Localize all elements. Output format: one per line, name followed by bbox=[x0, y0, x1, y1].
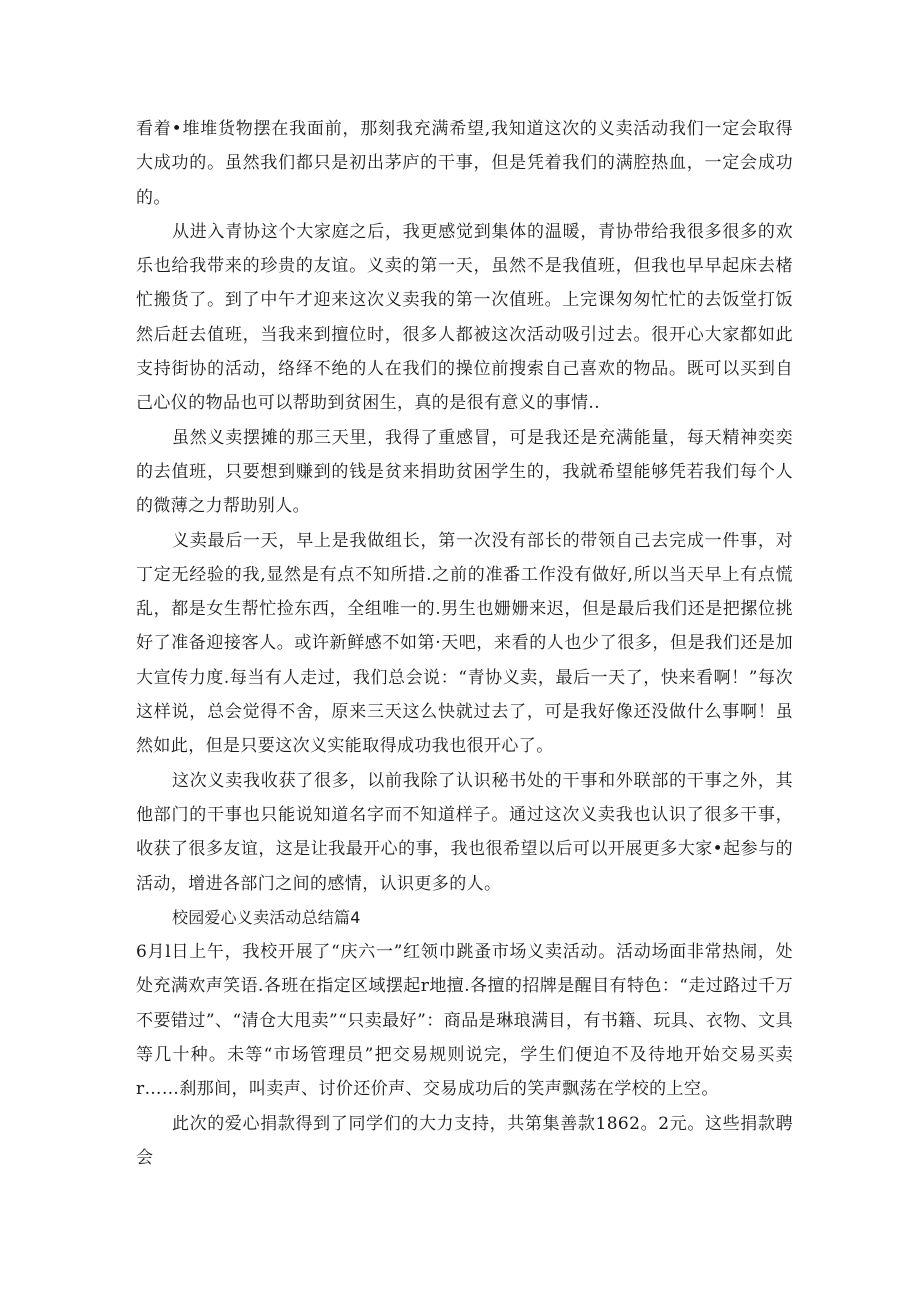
paragraph-continuation: 看着•堆堆货物摆在我面前，那刻我充满希望,我知道这次的义卖活动我们一定会取得大成功的。虽然我们都只是初出茅庐的干事，但是凭着我们的满腔热血，一定会成功的。 bbox=[136, 119, 793, 208]
paragraph-donation: 此次的爱心捐款得到了同学们的大力支持，共第集善款1862。2元。这些捐款聘会 bbox=[136, 1113, 793, 1168]
paragraph-flea-market: 6月l日上午，我校开展了“庆六一”红领巾跳蚤市场义卖活动。活动场面非常热闹，处处充满欢声笑语.各班在指定区域摆起r地擅.各擅的招牌是醒目有特色：“走过路过千万不要错过”、“清仓大甩卖”“只卖最好”：商品是琳琅满目，有书籍、玩具、衣物、文具等几十种。未等“市场管理员”把交易规则说完，学生们便迫不及待地开始交易买卖r……刹那间，叫卖声、讨价还价声、交易成功后的笑声飘荡在学校的上空。 bbox=[136, 942, 793, 1100]
paragraph-cold-days: 虽然义卖摆摊的那三天里，我得了重感冒，可是我还是充满能量，每天精神奕奕的去值班，只要想到赚到的钱是贫来捐助贫困学生的，我就希望能够凭若我们每个人的微薄之力帮助别人。 bbox=[136, 427, 793, 517]
section-heading: 校园爱心义卖活动总结篇4 bbox=[172, 907, 361, 927]
paragraph-youth-association: 从进入青协这个大家庭之后，我更感觉到集体的温暖，青协带给我很多很多的欢乐也给我带来的珍贵的友谊。义卖的第一天，虽然不是我值班，但我也早早起床去楮忙搬货了。到了中午才迎来这次义卖我的第一次值班。上完课匆匆忙忙的去饭堂打饭然后赶去值班，当我来到擅位时，很多人都被这次活动吸引过去。很开心大家都如此支持街协的活动，络绎不绝的人在我们的操位前搜索自己喜欢的物品。既可以买到自己心仪的物品也可以帮助到贫困生，真的是很有意义的事情.. bbox=[136, 221, 793, 414]
document-body bbox=[136, 112, 793, 1175]
paragraph-last-day: 义卖最后一天，早上是我做组长，第一次没有部长的带领自己去完成一件事，对丁定无经验的我,显然是有点不知所措.之前的准番工作没有做好,所以当天早上有点慌乱，都是女生帮忙捡东西，全组唯一的.男生也姗姗来迟，但是最后我们还是把摞位挑好了准备迎接客人。或许新鲜感不如第·天吧，来看的人也少了很多，但是我们还是加大宣传力度.每当有人走过，我们总会说：“青协义卖，最后一天了，快来看啊！”每次这样说，总会觉得不舍，原来三天这么快就过去了，可是我好像还没做什么事啊！虽然如此，但是只要这次义实能取得成功我也很开心了。 bbox=[136, 530, 793, 757]
paragraph-harvest: 这次义卖我收获了很多，以前我除了认识秘书处的干事和外联部的干事之外，其他部门的干事也只能说知道名字而不知道样子。通过这次义卖我也认识了很多干事，收获了很多友谊，这是让我最开心的事，我也很希望以后可以开展更多大家•起参与的活动，增进各部门之间的感情，认识更多的人。 bbox=[136, 770, 793, 894]
